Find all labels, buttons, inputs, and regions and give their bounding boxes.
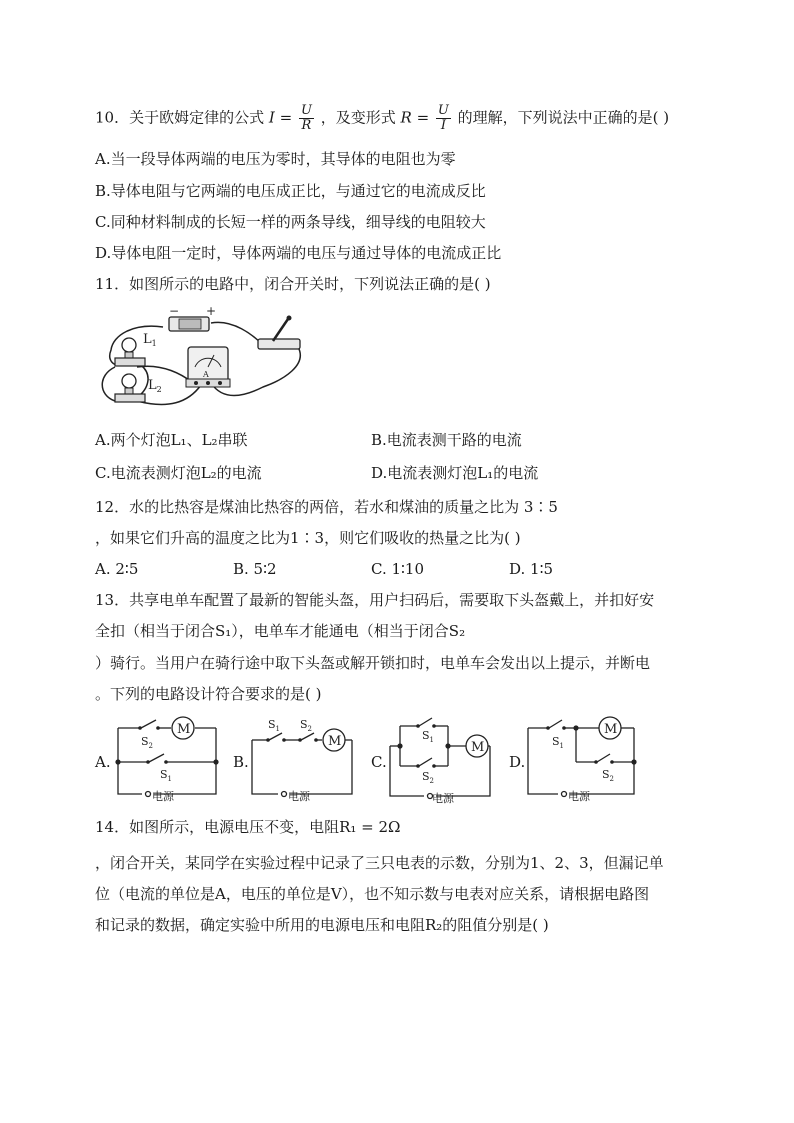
q14-stem-line2: ，闭合开关，某同学在实验过程中记录了三只电表的示数，分别为1、2、3，但漏记单 xyxy=(95,854,664,872)
q10-option-b[interactable]: B.导体电阻与它两端的电压成正比，与通过它的电流成反比 xyxy=(95,182,486,200)
q12-stem-line2: ，如果它们升高的温度之比为1∶3，则它们吸收的热量之比为( ) xyxy=(95,529,521,547)
q10-formula2-fraction xyxy=(436,104,451,133)
q10-option-c[interactable]: C.同种材料制成的长短一样的两条导线，细导线的电阻较大 xyxy=(95,213,486,231)
q13-option-a-label[interactable]: A. xyxy=(95,753,111,771)
switch-s2-label: $S_2$ xyxy=(141,735,154,750)
motor-label: M xyxy=(604,722,618,737)
q11-wire xyxy=(102,367,115,401)
q14-stem-line3: 位（电流的单位是A，电压的单位是V），也不知示数与电表对应关系，请根据电路图 xyxy=(95,885,650,903)
q10-formula2-numerator: U xyxy=(437,103,449,118)
q13-circuit-c[interactable] xyxy=(386,712,501,804)
q10-formula1-fraction xyxy=(299,104,314,133)
power-source-label: 电源 xyxy=(432,792,454,804)
q10-stem-b: ，及变形式 xyxy=(320,108,396,127)
q11-option-c[interactable]: C.电流表测灯泡L₂的电流 xyxy=(95,464,262,482)
motor-label: M xyxy=(328,734,342,749)
q10-stem: 10．关于欧姆定律的公式 I = $\frac{U}{R}$ ，及变形式 R = $\frac{U}{I}$ 的理解，下列说法中正确的是( ) xyxy=(95,103,670,133)
q10-formula2-lhs: R xyxy=(400,108,412,127)
q13-stem-line3: ）骑行。当用户在骑行途中取下头盔或解开锁扣时，电单车会发出以上提示，并断电 xyxy=(95,654,651,672)
power-source-label: 电源 xyxy=(288,790,310,802)
q11-wire xyxy=(211,322,263,345)
switch-s2-label: $S_2$ xyxy=(300,718,313,733)
q12-option-b[interactable]: B. 5∶2 xyxy=(233,560,277,578)
q11-battery-plus-label: + xyxy=(206,305,217,318)
q11-option-d[interactable]: D.电流表测灯泡L₁的电流 xyxy=(371,464,539,482)
q12-option-a[interactable]: A. 2∶5 xyxy=(95,560,139,578)
q13-stem-line1: 13．共享电单车配置了最新的智能头盔，用户扫码后，需要取下头盔戴上，并扣好安 xyxy=(95,591,655,609)
switch-s1-label: $S_1$ xyxy=(422,729,435,744)
q13-option-d-label[interactable]: D. xyxy=(509,753,526,771)
q11-lamp-l1 xyxy=(115,338,145,366)
q10-stem-c: 的理解，下列说法中正确的是( ) xyxy=(457,108,670,127)
q10-formula2-denominator: I xyxy=(440,118,446,133)
q11-wire xyxy=(137,365,148,397)
q11-wire xyxy=(137,385,201,404)
motor-label: M xyxy=(177,722,191,737)
switch-s2-label: $S_2$ xyxy=(422,770,435,785)
q13-circuit-d[interactable] xyxy=(524,712,642,802)
q10-stem-a: 10．关于欧姆定律的公式 xyxy=(95,108,265,127)
q13-stem-line2: 全扣（相当于闭合S₁），电单车才能通电（相当于闭合S₂ xyxy=(95,622,466,640)
q11-lamp-l1-label: $L_1$ xyxy=(143,332,157,348)
power-source-label: 电源 xyxy=(568,790,590,802)
q12-option-d[interactable]: D. 1∶5 xyxy=(509,560,554,578)
q10-formula1-lhs: I xyxy=(268,108,275,127)
motor-label: M xyxy=(471,740,485,755)
q11-option-b[interactable]: B.电流表测干路的电流 xyxy=(371,431,522,449)
q11-option-a[interactable]: A.两个灯泡L₁、L₂串联 xyxy=(95,431,248,449)
q11-lamp-l2 xyxy=(115,374,145,402)
q12-option-c[interactable]: C. 1∶10 xyxy=(371,560,425,578)
q11-lamp-l2-label: $L_2$ xyxy=(148,378,162,394)
q10-formula1-denominator: R xyxy=(301,118,312,133)
q13-option-b-label[interactable]: B. xyxy=(233,753,249,771)
switch-s2-label: $S_2$ xyxy=(602,768,615,783)
q11-ammeter-label: A xyxy=(203,370,209,379)
q11-switch xyxy=(258,339,300,349)
power-source-label: 电源 xyxy=(152,790,174,802)
q10-formula1-numerator: U xyxy=(300,103,312,118)
q10-option-a[interactable]: A.当一段导体两端的电压为零时，其导体的电阻也为零 xyxy=(95,150,456,168)
switch-s1-label: $S_1$ xyxy=(552,735,565,750)
q10-option-d[interactable]: D.导体电阻一定时，导体两端的电压与通过导体的电流成正比 xyxy=(95,244,502,262)
q11-circuit-figure xyxy=(93,305,308,417)
q11-stem: 11．如图所示的电路中，闭合开关时，下列说法正确的是( ) xyxy=(95,275,491,293)
q12-stem-line1: 12．水的比热容是煤油比热容的两倍，若水和煤油的质量之比为 3∶5 xyxy=(95,498,558,516)
q13-circuit-b[interactable] xyxy=(248,712,363,802)
switch-s1-label: $S_1$ xyxy=(268,718,281,733)
q14-stem-line1: 14．如图所示，电源电压不变，电阻R₁ = 2Ω xyxy=(95,818,401,836)
q13-circuit-a[interactable] xyxy=(108,712,223,802)
q11-battery-minus-label: − xyxy=(169,305,180,318)
switch-s1-label: $S_1$ xyxy=(160,768,173,783)
q13-option-c-label[interactable]: C. xyxy=(371,753,387,771)
q13-stem-line4: 。下列的电路设计符合要求的是( ) xyxy=(95,685,322,703)
q14-stem-line4: 和记录的数据，确定实验中所用的电源电压和电阻R₂的阻值分别是( ) xyxy=(95,916,549,934)
